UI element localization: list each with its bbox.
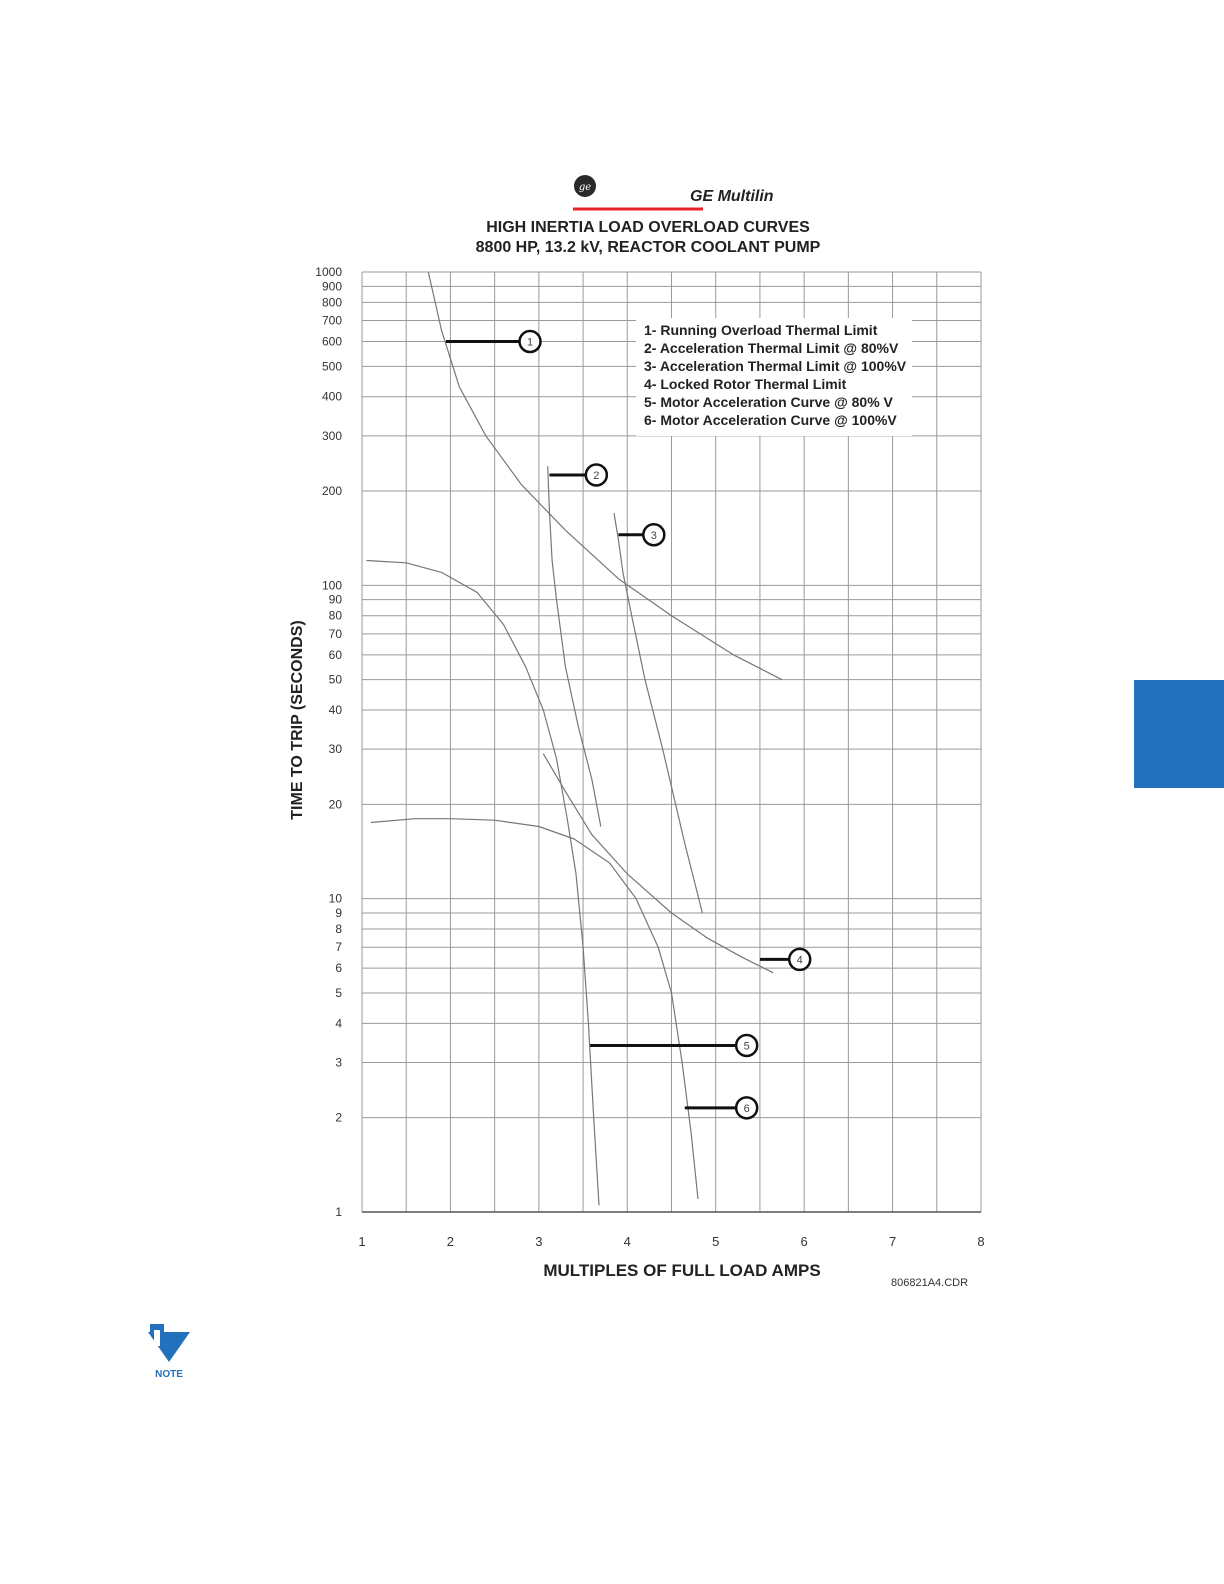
y-tick-label: 1000	[315, 265, 342, 279]
chapter-side-tab	[1134, 680, 1224, 788]
ge-logo-monogram: ge	[578, 182, 592, 193]
curve-4	[543, 754, 773, 973]
x-tick-label: 4	[623, 1234, 631, 1249]
y-tick-label: 8	[335, 922, 342, 937]
x-tick-label: 7	[888, 1234, 897, 1249]
y-axis-label: TIME TO TRIP (SECONDS)	[289, 620, 306, 820]
y-tick-label: 40	[328, 703, 342, 718]
y-tick-label: 900	[321, 279, 342, 294]
y-tick-label: 30	[328, 742, 342, 757]
callout-number-3: 3	[650, 529, 657, 542]
y-tick-label: 20	[328, 797, 342, 812]
y-tick-label: 4	[335, 1016, 342, 1031]
brand-header	[573, 175, 774, 209]
legend-entry: 1- Running Overload Thermal Limit	[644, 322, 878, 338]
chart-title: HIGH INERTIA LOAD OVERLOAD CURVES	[486, 219, 810, 236]
x-tick-label: 3	[535, 1234, 543, 1249]
x-tick-label: 2	[446, 1234, 455, 1249]
curve-6	[371, 819, 698, 1199]
curve-callouts	[446, 331, 810, 1118]
x-tick-label: 5	[712, 1234, 720, 1249]
legend-entry: 3- Acceleration Thermal Limit @ 100%V	[644, 358, 907, 374]
y-tick-label: 2	[335, 1110, 342, 1125]
legend-entry: 5- Motor Acceleration Curve @ 80% V	[644, 394, 893, 410]
y-tick-label: 60	[328, 647, 342, 662]
y-tick-label: 600	[321, 334, 342, 349]
x-tick-label: 1	[358, 1234, 366, 1249]
y-tick-label: 9	[335, 906, 342, 921]
y-tick-label: 6	[335, 961, 342, 976]
y-tick-label: 300	[321, 428, 342, 443]
note-icon	[144, 1322, 200, 1380]
callout-number-2: 2	[593, 469, 600, 482]
y-tick-label: 3	[335, 1055, 342, 1070]
drawing-id: 806821A4.CDR	[891, 1277, 969, 1289]
y-tick-label: 80	[328, 608, 342, 623]
y-tick-label: 70	[328, 626, 342, 641]
y-tick-label: 90	[328, 592, 342, 607]
legend-entry: 6- Motor Acceleration Curve @ 100%V	[644, 412, 897, 428]
y-tick-label: 700	[321, 313, 342, 328]
y-tick-label: 50	[328, 672, 342, 687]
chart-subtitle: 8800 HP, 13.2 kV, REACTOR COOLANT PUMP	[475, 239, 821, 256]
x-tick-label: 8	[977, 1234, 985, 1249]
callout-number-1: 1	[526, 336, 534, 349]
legend-entry: 4- Locked Rotor Thermal Limit	[644, 376, 847, 392]
x-axis-label: MULTIPLES OF FULL LOAD AMPS	[543, 1261, 821, 1280]
y-tick-label: 800	[321, 295, 342, 310]
brand-name: GE Multilin	[690, 188, 774, 205]
y-tick-label: 5	[335, 985, 342, 1000]
y-tick-label: 1	[335, 1205, 342, 1219]
y-tick-label: 100	[321, 578, 342, 593]
y-tick-label: 500	[321, 359, 342, 374]
x-tick-label: 6	[800, 1234, 808, 1249]
y-tick-label: 400	[321, 389, 342, 404]
note-label: NOTE	[155, 1369, 183, 1380]
callout-number-6: 6	[743, 1102, 750, 1115]
y-tick-label: 10	[328, 891, 342, 906]
callout-number-5: 5	[743, 1040, 750, 1053]
y-tick-label: 7	[335, 940, 342, 955]
y-tick-label: 200	[321, 484, 342, 499]
callout-number-4: 4	[796, 954, 803, 967]
legend-entry: 2- Acceleration Thermal Limit @ 80%V	[644, 340, 899, 356]
legend	[636, 318, 912, 436]
